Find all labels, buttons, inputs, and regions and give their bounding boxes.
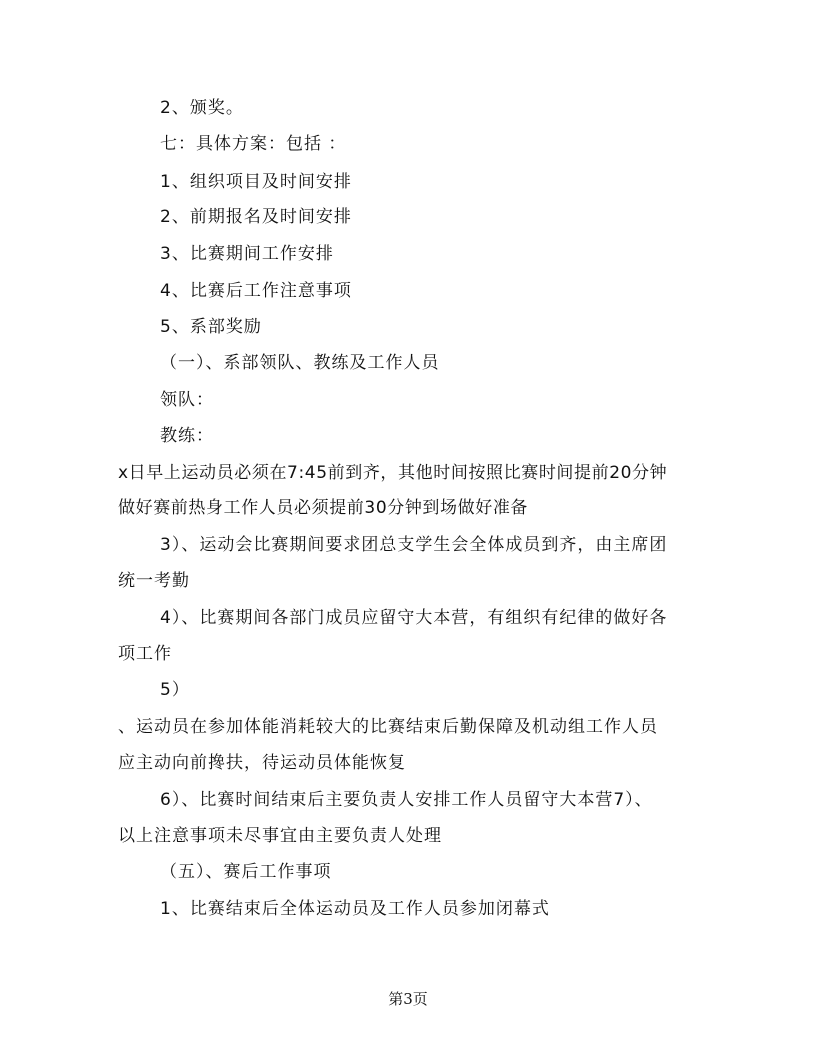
text-line: 3）、运动会比赛期间要求团总支学生会全体成员到齐，由主席团	[160, 535, 668, 555]
text-line: 5、系部奖励	[160, 317, 262, 337]
page-number: 第3页	[388, 990, 428, 1008]
text-line: 、运动员在参加体能消耗较大的比赛结束后勤保障及机动组工作人员	[118, 717, 658, 737]
text-line: 教练：	[160, 426, 214, 446]
text-line: 5）	[160, 680, 190, 700]
text-line: x日早上运动员必须在7:45前到齐，其他时间按照比赛时间提前20分钟	[118, 463, 668, 483]
text-line: 2、颁奖。	[160, 98, 244, 118]
text-line: 1、比赛结束后全体运动员及工作人员参加闭幕式	[160, 899, 550, 919]
text-line: 2、前期报名及时间安排	[160, 207, 352, 227]
text-line: 1、组织项目及时间安排	[160, 172, 352, 192]
text-line: 4、比赛后工作注意事项	[160, 281, 352, 301]
text-line: 统一考勤	[118, 571, 190, 591]
text-line: （一）、系部领队、教练及工作人员	[160, 353, 440, 373]
text-line: 应主动向前搀扶，待运动员体能恢复	[118, 753, 406, 773]
text-line: 七：具体方案：包括 ：	[160, 134, 347, 154]
text-line: 以上注意事项未尽事宜由主要负责人处理	[118, 826, 442, 846]
text-line: 领队：	[160, 390, 214, 410]
text-line: 3、比赛期间工作安排	[160, 244, 334, 264]
text-line: 做好赛前热身工作人员必须提前30分钟到场做好准备	[118, 498, 529, 518]
text-line: 6）、比赛时间结束后主要负责人安排工作人员留守大本营7）、	[160, 790, 653, 810]
text-line: 项工作	[118, 644, 172, 664]
text-line: （五）、赛后工作事项	[160, 862, 332, 882]
text-line: 4）、比赛期间各部门成员应留守大本营，有组织有纪律的做好各	[160, 608, 668, 628]
